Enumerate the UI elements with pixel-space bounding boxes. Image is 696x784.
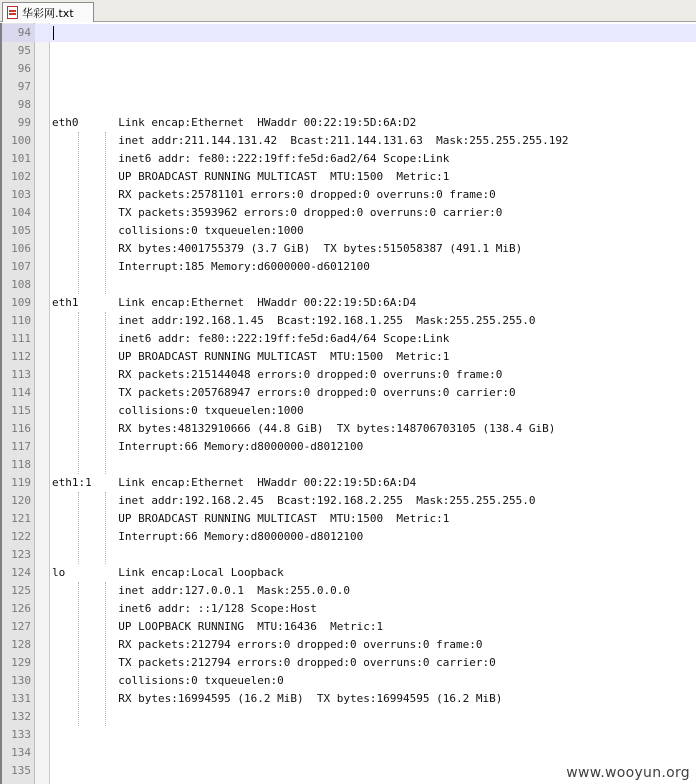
code-line[interactable] (2, 366, 696, 384)
code-line[interactable] (2, 276, 696, 294)
code-line[interactable] (2, 528, 696, 546)
line-text[interactable]: eth0 Link encap:Ethernet HWaddr 00:22:19:5D:6A:D2 (52, 116, 417, 129)
code-line[interactable] (2, 222, 696, 240)
code-line[interactable] (2, 456, 696, 474)
indent-guide (105, 582, 106, 726)
line-text[interactable]: TX packets:3593962 errors:0 dropped:0 overruns:0 carrier:0 (52, 206, 503, 219)
line-number: 102 (11, 170, 31, 183)
line-number: 126 (11, 602, 31, 615)
line-number: 131 (11, 692, 31, 705)
code-line[interactable] (2, 312, 696, 330)
line-text[interactable]: RX bytes:16994595 (16.2 MiB) TX bytes:16994595 (16.2 MiB) (52, 692, 503, 705)
code-line[interactable] (2, 546, 696, 564)
code-line[interactable] (2, 474, 696, 492)
tab-title: 华彩网.txt (22, 6, 74, 20)
line-text[interactable]: inet6 addr: ::1/128 Scope:Host (52, 602, 317, 615)
text-editor[interactable] (0, 23, 696, 784)
code-line[interactable] (2, 492, 696, 510)
line-number: 118 (11, 458, 31, 471)
line-text[interactable]: eth1:1 Link encap:Ethernet HWaddr 00:22:19:5D:6A:D4 (52, 476, 417, 489)
code-line[interactable] (2, 330, 696, 348)
line-text[interactable]: collisions:0 txqueuelen:1000 (52, 404, 304, 417)
code-line[interactable] (2, 150, 696, 168)
line-number: 95 (17, 44, 31, 57)
line-text[interactable]: inet6 addr: fe80::222:19ff:fe5d:6ad2/64 Scope:Link (52, 152, 450, 165)
line-number: 132 (11, 710, 31, 723)
line-number: 125 (11, 584, 31, 597)
line-number: 121 (11, 512, 31, 525)
line-number: 124 (11, 566, 31, 579)
indent-guide (105, 312, 106, 474)
line-text[interactable]: RX packets:25781101 errors:0 dropped:0 overruns:0 frame:0 (52, 188, 496, 201)
line-number: 119 (11, 476, 31, 489)
line-number: 117 (11, 440, 31, 453)
code-line[interactable] (2, 708, 696, 726)
code-line[interactable] (2, 438, 696, 456)
code-line[interactable] (2, 510, 696, 528)
line-text[interactable]: UP BROADCAST RUNNING MULTICAST MTU:1500 Metric:1 (52, 350, 450, 363)
line-text[interactable]: inet addr:192.168.1.45 Bcast:192.168.1.255 Mask:255.255.255.0 (52, 314, 536, 327)
line-text[interactable]: RX packets:215144048 errors:0 dropped:0 overruns:0 frame:0 (52, 368, 503, 381)
line-text[interactable]: RX bytes:4001755379 (3.7 GiB) TX bytes:515058387 (491.1 MiB) (52, 242, 523, 255)
indent-guide (105, 492, 106, 564)
line-text[interactable]: UP LOOPBACK RUNNING MTU:16436 Metric:1 (52, 620, 384, 633)
code-line[interactable] (2, 582, 696, 600)
line-number: 99 (17, 116, 31, 129)
code-line[interactable] (2, 690, 696, 708)
line-text[interactable]: UP BROADCAST RUNNING MULTICAST MTU:1500 Metric:1 (52, 170, 450, 183)
line-text[interactable]: RX bytes:48132910666 (44.8 GiB) TX bytes:148706703105 (138.4 GiB) (52, 422, 556, 435)
line-number: 101 (11, 152, 31, 165)
code-line[interactable] (2, 294, 696, 312)
line-number: 111 (11, 332, 31, 345)
code-line[interactable] (2, 60, 696, 78)
line-number: 103 (11, 188, 31, 201)
line-number: 128 (11, 638, 31, 651)
line-number: 110 (11, 314, 31, 327)
line-number: 114 (11, 386, 31, 399)
line-text[interactable]: inet addr:211.144.131.42 Bcast:211.144.131.63 Mask:255.255.255.192 (52, 134, 569, 147)
line-number: 122 (11, 530, 31, 543)
code-line[interactable] (2, 402, 696, 420)
line-number: 104 (11, 206, 31, 219)
line-text[interactable]: Interrupt:66 Memory:d8000000-d8012100 (52, 440, 364, 453)
line-text[interactable]: inet addr:192.168.2.45 Bcast:192.168.2.255 Mask:255.255.255.0 (52, 494, 536, 507)
line-text[interactable]: UP BROADCAST RUNNING MULTICAST MTU:1500 Metric:1 (52, 512, 450, 525)
line-number: 98 (17, 98, 31, 111)
code-line[interactable] (2, 96, 696, 114)
line-number: 127 (11, 620, 31, 633)
line-number: 115 (11, 404, 31, 417)
code-line[interactable] (2, 636, 696, 654)
code-line[interactable] (2, 24, 696, 42)
line-text[interactable]: inet addr:127.0.0.1 Mask:255.0.0.0 (52, 584, 351, 597)
line-number: 134 (11, 746, 31, 759)
line-text[interactable]: collisions:0 txqueuelen:1000 (52, 224, 304, 237)
line-text[interactable]: Interrupt:66 Memory:d8000000-d8012100 (52, 530, 364, 543)
code-line[interactable] (2, 258, 696, 276)
code-line[interactable] (2, 114, 696, 132)
tab-bar (0, 0, 696, 22)
code-line[interactable] (2, 186, 696, 204)
line-number: 100 (11, 134, 31, 147)
code-line[interactable] (2, 384, 696, 402)
code-line[interactable] (2, 564, 696, 582)
line-number: 129 (11, 656, 31, 669)
line-number: 97 (17, 80, 31, 93)
indent-guide (78, 312, 79, 474)
text-file-icon (7, 6, 18, 19)
line-text[interactable]: TX packets:205768947 errors:0 dropped:0 overruns:0 carrier:0 (52, 386, 516, 399)
code-line[interactable] (2, 204, 696, 222)
indent-guide (78, 492, 79, 564)
code-line[interactable] (2, 618, 696, 636)
line-number: 112 (11, 350, 31, 363)
code-line[interactable] (2, 744, 696, 762)
code-line[interactable] (2, 726, 696, 744)
indent-guide (78, 582, 79, 726)
line-text[interactable]: Interrupt:185 Memory:d6000000-d6012100 (52, 260, 370, 273)
indent-guide (78, 132, 79, 294)
line-text[interactable]: lo Link encap:Local Loopback (52, 566, 284, 579)
line-number: 120 (11, 494, 31, 507)
line-number: 116 (11, 422, 31, 435)
indent-guide (105, 132, 106, 294)
code-line[interactable] (2, 600, 696, 618)
code-line[interactable] (2, 42, 696, 60)
code-line[interactable] (2, 348, 696, 366)
line-text[interactable]: eth1 Link encap:Ethernet HWaddr 00:22:19:5D:6A:D4 (52, 296, 417, 309)
line-text[interactable]: collisions:0 txqueuelen:0 (52, 674, 284, 687)
line-number: 109 (11, 296, 31, 309)
text-caret (53, 26, 54, 40)
code-line[interactable] (2, 240, 696, 258)
line-number: 135 (11, 764, 31, 777)
code-line[interactable] (2, 672, 696, 690)
line-number: 96 (17, 62, 31, 75)
code-line[interactable] (2, 78, 696, 96)
line-number: 108 (11, 278, 31, 291)
line-number: 94 (2, 24, 35, 42)
line-number: 106 (11, 242, 31, 255)
file-tab[interactable] (2, 2, 94, 22)
code-line[interactable] (2, 420, 696, 438)
line-text[interactable]: RX packets:212794 errors:0 dropped:0 overruns:0 frame:0 (52, 638, 483, 651)
code-line[interactable] (2, 132, 696, 150)
line-number: 107 (11, 260, 31, 273)
line-number: 133 (11, 728, 31, 741)
line-text[interactable]: inet6 addr: fe80::222:19ff:fe5d:6ad4/64 Scope:Link (52, 332, 450, 345)
watermark: www.wooyun.org (566, 765, 690, 781)
editor-lines[interactable] (2, 24, 696, 780)
code-line[interactable] (2, 168, 696, 186)
line-number: 113 (11, 368, 31, 381)
line-text[interactable]: TX packets:212794 errors:0 dropped:0 overruns:0 carrier:0 (52, 656, 496, 669)
line-number: 105 (11, 224, 31, 237)
code-line[interactable] (2, 654, 696, 672)
line-number: 130 (11, 674, 31, 687)
line-number: 123 (11, 548, 31, 561)
